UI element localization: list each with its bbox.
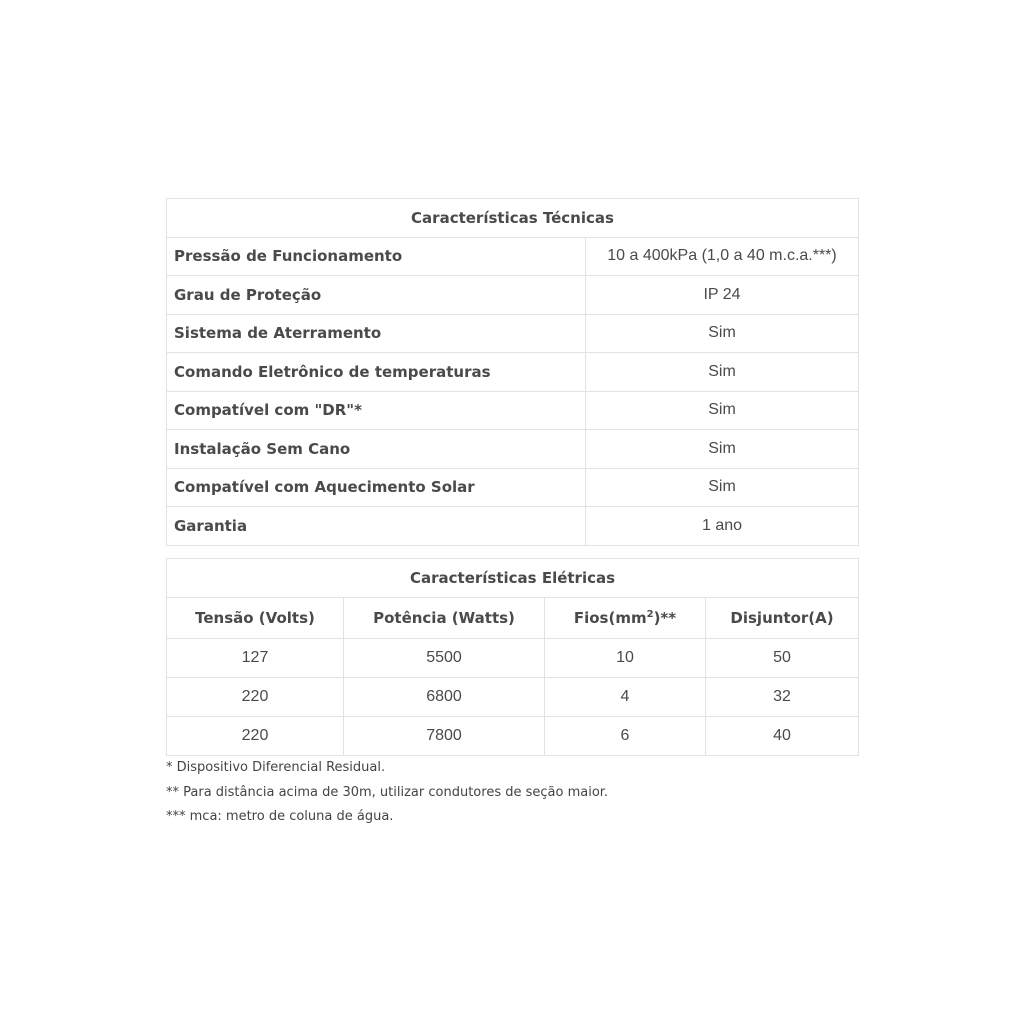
spec-label: Compatível com Aquecimento Solar (167, 468, 586, 507)
table-row (167, 639, 859, 678)
table-row (167, 717, 859, 756)
cell: 6 (545, 717, 706, 756)
cell: 6800 (344, 678, 545, 717)
spec-label: Comando Eletrônico de temperaturas (167, 353, 586, 392)
column-header-row (167, 598, 859, 639)
wires-suffix: )** (653, 609, 677, 627)
table-row (167, 430, 859, 469)
cell: 127 (167, 639, 344, 678)
spec-value: Sim (586, 353, 859, 392)
spec-value: 1 ano (586, 507, 859, 546)
table-title: Características Técnicas (167, 199, 859, 238)
spec-label: Grau de Proteção (167, 276, 586, 315)
cell: 7800 (344, 717, 545, 756)
cell: 4 (545, 678, 706, 717)
table-row (167, 353, 859, 392)
cell: 40 (706, 717, 859, 756)
spec-label: Pressão de Funcionamento (167, 237, 586, 276)
cell: 5500 (344, 639, 545, 678)
table-row (167, 391, 859, 430)
spec-value: Sim (586, 314, 859, 353)
table-row (167, 237, 859, 276)
table-title: Características Elétricas (167, 559, 859, 598)
spec-label: Compatível com "DR"* (167, 391, 586, 430)
spec-value: Sim (586, 430, 859, 469)
electrical-specs-table (166, 558, 859, 756)
column-header-breaker: Disjuntor(A) (706, 598, 859, 639)
spec-label: Garantia (167, 507, 586, 546)
wires-label: Fios(mm (573, 609, 647, 627)
column-header-power: Potência (Watts) (344, 598, 545, 639)
cell: 220 (167, 717, 344, 756)
footnotes (166, 758, 608, 832)
footnote: ** Para distância acima de 30m, utilizar condutores de seção maior. (166, 784, 609, 800)
cell: 10 (545, 639, 706, 678)
column-header-voltage: Tensão (Volts) (167, 598, 344, 639)
cell: 220 (167, 678, 344, 717)
cell: 50 (706, 639, 859, 678)
table-row (167, 468, 859, 507)
table-row (167, 507, 859, 546)
footnote: * Dispositivo Diferencial Residual. (166, 760, 386, 775)
technical-specs-table (166, 198, 859, 546)
column-header-wires (545, 598, 706, 639)
table-header-row (167, 199, 859, 238)
table-header-row (167, 559, 859, 598)
table-row (167, 314, 859, 353)
cell: 32 (706, 678, 859, 717)
table-row (167, 678, 859, 717)
spec-label: Instalação Sem Cano (167, 430, 586, 469)
spec-label: Sistema de Aterramento (167, 314, 586, 353)
table-row (167, 276, 859, 315)
spec-value: Sim (586, 391, 859, 430)
spec-value: Sim (586, 468, 859, 507)
footnote: *** mca: metro de coluna de água. (166, 809, 394, 824)
spec-value: 10 a 400kPa (1,0 a 40 m.c.a.***) (586, 237, 859, 276)
spec-value: IP 24 (586, 276, 859, 315)
superscript: 2 (646, 609, 654, 620)
